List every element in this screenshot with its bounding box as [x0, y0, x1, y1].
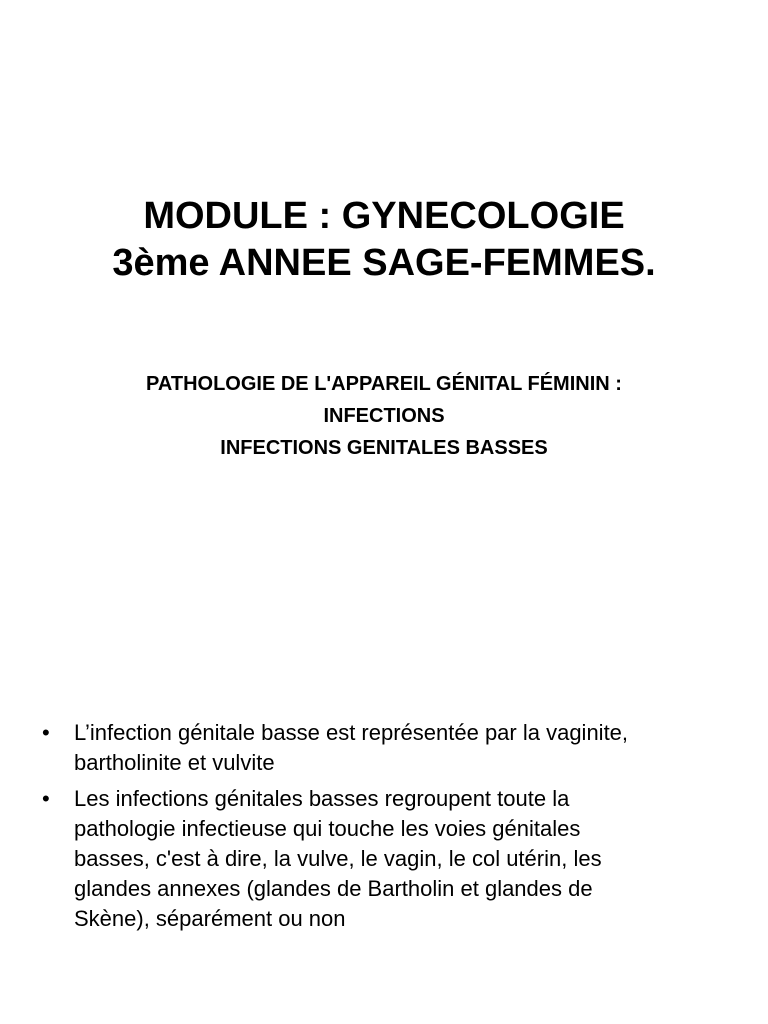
title-line-year: 3ème ANNEE SAGE-FEMMES.: [112, 242, 656, 284]
slide-subtitle: [0, 368, 768, 464]
bullet-list: [40, 718, 740, 940]
subtitle-line-pathology: PATHOLOGIE DE L'APPAREIL GÉNITAL FÉMININ :: [146, 373, 622, 395]
bullet-text-line: Skène), séparément ou non: [74, 906, 346, 931]
subtitle-line-infections: INFECTIONS: [323, 405, 445, 427]
bullet-text-line: bartholinite et vulvite: [74, 750, 275, 775]
bullet-text-line: basses, c'est à dire, la vulve, le vagin, le col utérin, les: [74, 846, 602, 871]
subtitle-line-low-genital-infections: INFECTIONS GENITALES BASSES: [220, 437, 548, 459]
slide-title: [0, 193, 768, 287]
bullet-text-line: glandes annexes (glandes de Bartholin et glandes de: [74, 876, 593, 901]
bullet-text-line: L’infection génitale basse est représentée par la vaginite,: [74, 720, 629, 745]
bullet-item: [40, 784, 740, 934]
bullet-text-line: pathologie infectieuse qui touche les voies génitales: [74, 816, 581, 841]
bullet-text-line: Les infections génitales basses regroupent toute la: [74, 786, 570, 811]
bullet-icon: •: [42, 720, 50, 745]
bullet-item: [40, 718, 740, 778]
title-line-module: MODULE : GYNECOLOGIE: [143, 195, 625, 237]
bullet-icon: •: [42, 786, 50, 811]
